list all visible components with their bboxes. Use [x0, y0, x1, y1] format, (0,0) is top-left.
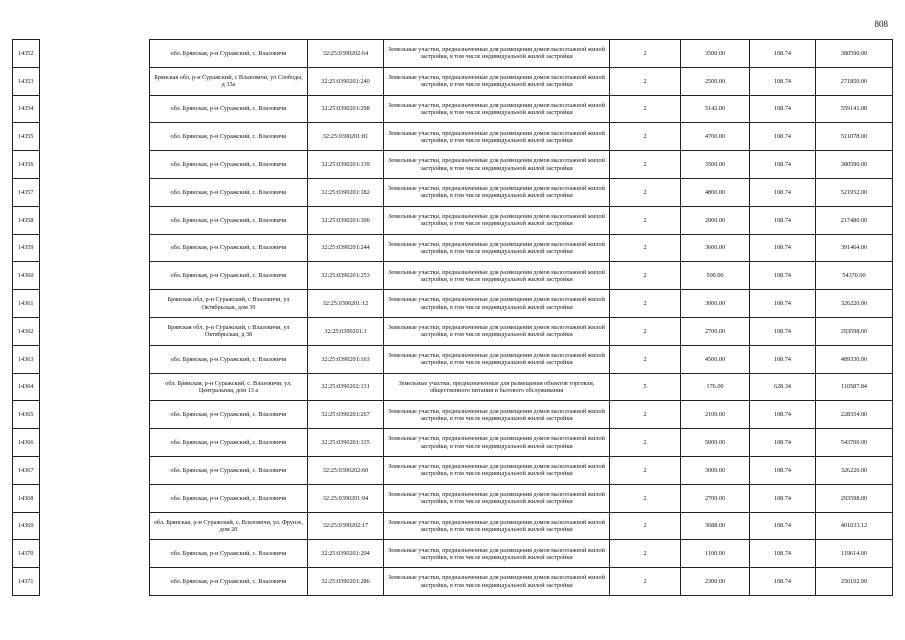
rate-cell: 108.74	[750, 512, 816, 540]
gap-cell	[40, 67, 150, 95]
table-row	[13, 345, 893, 373]
gap-cell	[40, 262, 150, 290]
area-cell: 2100.00	[681, 401, 750, 429]
address-cell: Брянская обл, р-н Суражский, с Влазовичи, ул Октябрьская, дом 39	[150, 290, 308, 318]
gap-cell	[40, 456, 150, 484]
land-registry-table	[12, 39, 893, 596]
land-use-cell: Земельные участки, предназначенные для размещения домов малоэтажной жилой застройки, в том числе индивидуальной жилой застройки	[384, 401, 610, 429]
row-id: 14365	[13, 401, 40, 429]
value-cell: 380590.00	[816, 40, 893, 68]
land-use-cell: Земельные участки, предназначенные для размещения домов малоэтажной жилой застройки, в том числе индивидуальной жилой застройки	[384, 206, 610, 234]
address-cell: обл. Брянская, р-н Суражский, с. Влазовичи	[150, 206, 308, 234]
row-id: 14355	[13, 123, 40, 151]
table-row	[13, 512, 893, 540]
cadastre-cell: 32:25:0390201:182	[308, 178, 384, 206]
rate-cell: 108.74	[750, 540, 816, 568]
area-cell: 2700.00	[681, 484, 750, 512]
cadastre-cell: 32:25:0390201:267	[308, 401, 384, 429]
land-use-cell: Земельные участки, предназначенные для размещения домов малоэтажной жилой застройки, в том числе индивидуальной жилой застройки	[384, 262, 610, 290]
row-id: 14354	[13, 95, 40, 123]
area-cell: 3000.00	[681, 290, 750, 318]
area-cell: 3688.00	[681, 512, 750, 540]
rate-cell: 108.74	[750, 151, 816, 179]
rate-cell: 108.74	[750, 568, 816, 596]
cadastre-cell: 32:25:0390201:94	[308, 484, 384, 512]
value-cell: 326220.00	[816, 456, 893, 484]
gap-cell	[40, 401, 150, 429]
area-cell: 4800.00	[681, 178, 750, 206]
group-cell: 2	[610, 290, 681, 318]
table-row	[13, 290, 893, 318]
cadastre-cell: 32:25:0390201:253	[308, 262, 384, 290]
value-cell: 293598.00	[816, 484, 893, 512]
table-row	[13, 262, 893, 290]
group-cell: 2	[610, 123, 681, 151]
cadastre-cell: 32:25:0390201:240	[308, 67, 384, 95]
gap-cell	[40, 512, 150, 540]
area-cell: 500.00	[681, 262, 750, 290]
table-row	[13, 67, 893, 95]
value-cell: 110587.84	[816, 373, 893, 401]
row-id: 14353	[13, 67, 40, 95]
gap-cell	[40, 429, 150, 457]
value-cell: 119614.00	[816, 540, 893, 568]
land-use-cell: Земельные участки, предназначенные для размещения домов малоэтажной жилой застройки, в том числе индивидуальной жилой застройки	[384, 234, 610, 262]
group-cell: 2	[610, 40, 681, 68]
value-cell: 271850.00	[816, 67, 893, 95]
table-row	[13, 540, 893, 568]
group-cell: 2	[610, 151, 681, 179]
value-cell: 380590.00	[816, 151, 893, 179]
address-cell: обл. Брянская, р-н Суражский, с. Влазовичи	[150, 540, 308, 568]
row-id: 14368	[13, 484, 40, 512]
value-cell: 559141.08	[816, 95, 893, 123]
address-cell: обл. Брянская, р-н Суражский, с. Влазовичи	[150, 151, 308, 179]
area-cell: 2000.00	[681, 206, 750, 234]
area-cell: 176.00	[681, 373, 750, 401]
land-use-cell: Земельные участки, предназначенные для размещения домов малоэтажной жилой застройки, в том числе индивидуальной жилой застройки	[384, 123, 610, 151]
group-cell: 2	[610, 540, 681, 568]
area-cell: 4500.00	[681, 345, 750, 373]
row-id: 14369	[13, 512, 40, 540]
table-row	[13, 373, 893, 401]
rate-cell: 628.34	[750, 373, 816, 401]
group-cell: 2	[610, 95, 681, 123]
land-use-cell: Земельные участки, предназначенные для размещения домов малоэтажной жилой застройки, в том числе индивидуальной жилой застройки	[384, 317, 610, 345]
group-cell: 2	[610, 568, 681, 596]
land-use-cell: Земельные участки, предназначенные для размещения домов малоэтажной жилой застройки, в том числе индивидуальной жилой застройки	[384, 290, 610, 318]
land-use-cell: Земельные участки, предназначенные для размещения домов малоэтажной жилой застройки, в том числе индивидуальной жилой застройки	[384, 178, 610, 206]
gap-cell	[40, 540, 150, 568]
area-cell: 3500.00	[681, 40, 750, 68]
cadastre-cell: 32:25:0390201:244	[308, 234, 384, 262]
area-cell: 2300.00	[681, 568, 750, 596]
value-cell: 217480.00	[816, 206, 893, 234]
address-cell: обл. Брянская, р-н Суражский, с. Влазовичи, ул. Фрунзе, дом 20	[150, 512, 308, 540]
cadastre-cell: 32:25:0390201:286	[308, 568, 384, 596]
area-cell: 4700.00	[681, 123, 750, 151]
group-cell: 5	[610, 373, 681, 401]
row-id: 14363	[13, 345, 40, 373]
table-row	[13, 484, 893, 512]
value-cell: 511078.00	[816, 123, 893, 151]
table-row	[13, 456, 893, 484]
row-id: 14362	[13, 317, 40, 345]
table-row	[13, 178, 893, 206]
rate-cell: 108.74	[750, 234, 816, 262]
area-cell: 2500.00	[681, 67, 750, 95]
rate-cell: 108.74	[750, 95, 816, 123]
land-use-cell: Земельные участки, предназначенные для размещения домов малоэтажной жилой застройки, в том числе индивидуальной жилой застройки	[384, 540, 610, 568]
table-row	[13, 40, 893, 68]
group-cell: 2	[610, 484, 681, 512]
address-cell: обл. Брянская, р-н Суражский, с. Влазовичи	[150, 262, 308, 290]
cadastre-cell: 32:25:0390201:306	[308, 206, 384, 234]
group-cell: 2	[610, 512, 681, 540]
row-id: 14357	[13, 178, 40, 206]
table-row	[13, 151, 893, 179]
gap-cell	[40, 95, 150, 123]
value-cell: 293598.00	[816, 317, 893, 345]
row-id: 14364	[13, 373, 40, 401]
cadastre-cell: 32:25:0390201:298	[308, 95, 384, 123]
address-cell: обл. Брянская, р-н Суражский, с. Влазовичи	[150, 456, 308, 484]
land-use-cell: Земельные участки, предназначенные для размещения домов малоэтажной жилой застройки, в том числе индивидуальной жилой застройки	[384, 456, 610, 484]
group-cell: 2	[610, 67, 681, 95]
rate-cell: 108.74	[750, 317, 816, 345]
table-row	[13, 123, 893, 151]
row-id: 14358	[13, 206, 40, 234]
row-id: 14370	[13, 540, 40, 568]
group-cell: 2	[610, 234, 681, 262]
cadastre-cell: 32:25:0390202:17	[308, 512, 384, 540]
gap-cell	[40, 373, 150, 401]
group-cell: 2	[610, 178, 681, 206]
row-id: 14352	[13, 40, 40, 68]
address-cell: обл. Брянская, р-н Суражский, с. Влазовичи	[150, 178, 308, 206]
area-cell: 1100.00	[681, 540, 750, 568]
land-use-cell: Земельные участки, предназначенные для размещения домов малоэтажной жилой застройки, в том числе индивидуальной жилой застройки	[384, 512, 610, 540]
rate-cell: 108.74	[750, 456, 816, 484]
row-id: 14361	[13, 290, 40, 318]
gap-cell	[40, 568, 150, 596]
rate-cell: 108.74	[750, 345, 816, 373]
value-cell: 391464.00	[816, 234, 893, 262]
gap-cell	[40, 345, 150, 373]
gap-cell	[40, 484, 150, 512]
land-use-cell: Земельные участки, предназначенные для размещения домов малоэтажной жилой застройки, в том числе индивидуальной жилой застройки	[384, 345, 610, 373]
land-use-cell: Земельные участки, предназначенные для размещения домов малоэтажной жилой застройки, в том числе индивидуальной жилой застройки	[384, 484, 610, 512]
area-cell: 5142.00	[681, 95, 750, 123]
area-cell: 2700.00	[681, 317, 750, 345]
table-row	[13, 429, 893, 457]
row-id: 14360	[13, 262, 40, 290]
gap-cell	[40, 151, 150, 179]
value-cell: 401033.12	[816, 512, 893, 540]
cadastre-cell: 32:25:0390202:60	[308, 456, 384, 484]
land-use-cell: Земельные участки, предназначенные для размещения домов малоэтажной жилой застройки, в том числе индивидуальной жилой застройки	[384, 151, 610, 179]
table-row	[13, 401, 893, 429]
land-use-cell: Земельные участки, предназначенные для размещения объектов торговли, общественного питания и бытового обслуживания	[384, 373, 610, 401]
group-cell: 2	[610, 401, 681, 429]
cadastre-cell: 32:25:0390201:335	[308, 429, 384, 457]
group-cell: 2	[610, 262, 681, 290]
cadastre-cell: 32:25:0390202:131	[308, 373, 384, 401]
address-cell: обл. Брянская, р-н Суражский, с. Влазовичи	[150, 484, 308, 512]
address-cell: обл. Брянская, р-н Суражский, с. Влазовичи	[150, 401, 308, 429]
table-row	[13, 234, 893, 262]
row-id: 14359	[13, 234, 40, 262]
address-cell: Брянская обл, р-н Суражский, с Влазовичи, ул Октябрьская, д 38	[150, 317, 308, 345]
cadastre-cell: 32:25:0390201:204	[308, 540, 384, 568]
cadastre-cell: 32:25:0390201:139	[308, 151, 384, 179]
rate-cell: 108.74	[750, 429, 816, 457]
rate-cell: 108.74	[750, 484, 816, 512]
value-cell: 489330.00	[816, 345, 893, 373]
address-cell: обл. Брянская, р-н Суражский, с. Влазовичи	[150, 234, 308, 262]
row-id: 14367	[13, 456, 40, 484]
address-cell: обл. Брянская, р-н Суражский, с. Влазовичи	[150, 568, 308, 596]
rate-cell: 108.74	[750, 206, 816, 234]
rate-cell: 108.74	[750, 67, 816, 95]
group-cell: 2	[610, 345, 681, 373]
group-cell: 2	[610, 206, 681, 234]
address-cell: обл. Брянская, р-н Суражский, с. Влазовичи	[150, 429, 308, 457]
address-cell: обл. Брянская, р-н Суражский, с. Влазовичи	[150, 345, 308, 373]
address-cell: обл. Брянская, р-н Суражский, с. Влазовичи	[150, 95, 308, 123]
group-cell: 2	[610, 429, 681, 457]
cadastre-cell: 32:25:0390202:64	[308, 40, 384, 68]
area-cell: 3500.00	[681, 151, 750, 179]
rate-cell: 108.74	[750, 401, 816, 429]
area-cell: 3600.00	[681, 234, 750, 262]
area-cell: 5000.00	[681, 429, 750, 457]
address-cell: обл. Брянская, р-н Суражский, с. Влазовичи	[150, 123, 308, 151]
rate-cell: 108.74	[750, 178, 816, 206]
rate-cell: 108.74	[750, 40, 816, 68]
value-cell: 521952.00	[816, 178, 893, 206]
group-cell: 2	[610, 317, 681, 345]
gap-cell	[40, 40, 150, 68]
table-row	[13, 568, 893, 596]
land-use-cell: Земельные участки, предназначенные для размещения домов малоэтажной жилой застройки, в том числе индивидуальной жилой застройки	[384, 95, 610, 123]
value-cell: 54370.00	[816, 262, 893, 290]
table-row	[13, 95, 893, 123]
rate-cell: 108.74	[750, 290, 816, 318]
gap-cell	[40, 206, 150, 234]
gap-cell	[40, 234, 150, 262]
value-cell: 228354.00	[816, 401, 893, 429]
gap-cell	[40, 178, 150, 206]
table-row	[13, 317, 893, 345]
row-id: 14366	[13, 429, 40, 457]
land-use-cell: Земельные участки, предназначенные для размещения домов малоэтажной жилой застройки, в том числе индивидуальной жилой застройки	[384, 429, 610, 457]
rate-cell: 108.74	[750, 123, 816, 151]
cadastre-cell: 32:25:0390201:12	[308, 290, 384, 318]
page-number: 808	[874, 19, 888, 29]
cadastre-cell: 32:25:0390201:81	[308, 123, 384, 151]
land-use-cell: Земельные участки, предназначенные для размещения домов малоэтажной жилой застройки, в том числе индивидуальной жилой застройки	[384, 67, 610, 95]
gap-cell	[40, 317, 150, 345]
address-cell: Брянская обл, р-н Суражский, с Влазовичи, ул Слободы, д 33а	[150, 67, 308, 95]
group-cell: 2	[610, 456, 681, 484]
land-use-cell: Земельные участки, предназначенные для размещения домов малоэтажной жилой застройки, в том числе индивидуальной жилой застройки	[384, 568, 610, 596]
cadastre-cell: 32:25:0390201:1	[308, 317, 384, 345]
gap-cell	[40, 290, 150, 318]
address-cell: обл. Брянская, р-н Суражский, с. Влазовичи, ул. Центральная, дом 13 а	[150, 373, 308, 401]
land-use-cell: Земельные участки, предназначенные для размещения домов малоэтажной жилой застройки, в том числе индивидуальной жилой застройки	[384, 40, 610, 68]
row-id: 14356	[13, 151, 40, 179]
table-body	[13, 40, 893, 596]
rate-cell: 108.74	[750, 262, 816, 290]
value-cell: 543700.00	[816, 429, 893, 457]
value-cell: 326220.00	[816, 290, 893, 318]
cadastre-cell: 32:25:0390201:163	[308, 345, 384, 373]
address-cell: обл. Брянская, р-н Суражский, с. Влазовичи	[150, 40, 308, 68]
table-row	[13, 206, 893, 234]
value-cell: 250102.00	[816, 568, 893, 596]
gap-cell	[40, 123, 150, 151]
area-cell: 3000.00	[681, 456, 750, 484]
row-id: 14371	[13, 568, 40, 596]
